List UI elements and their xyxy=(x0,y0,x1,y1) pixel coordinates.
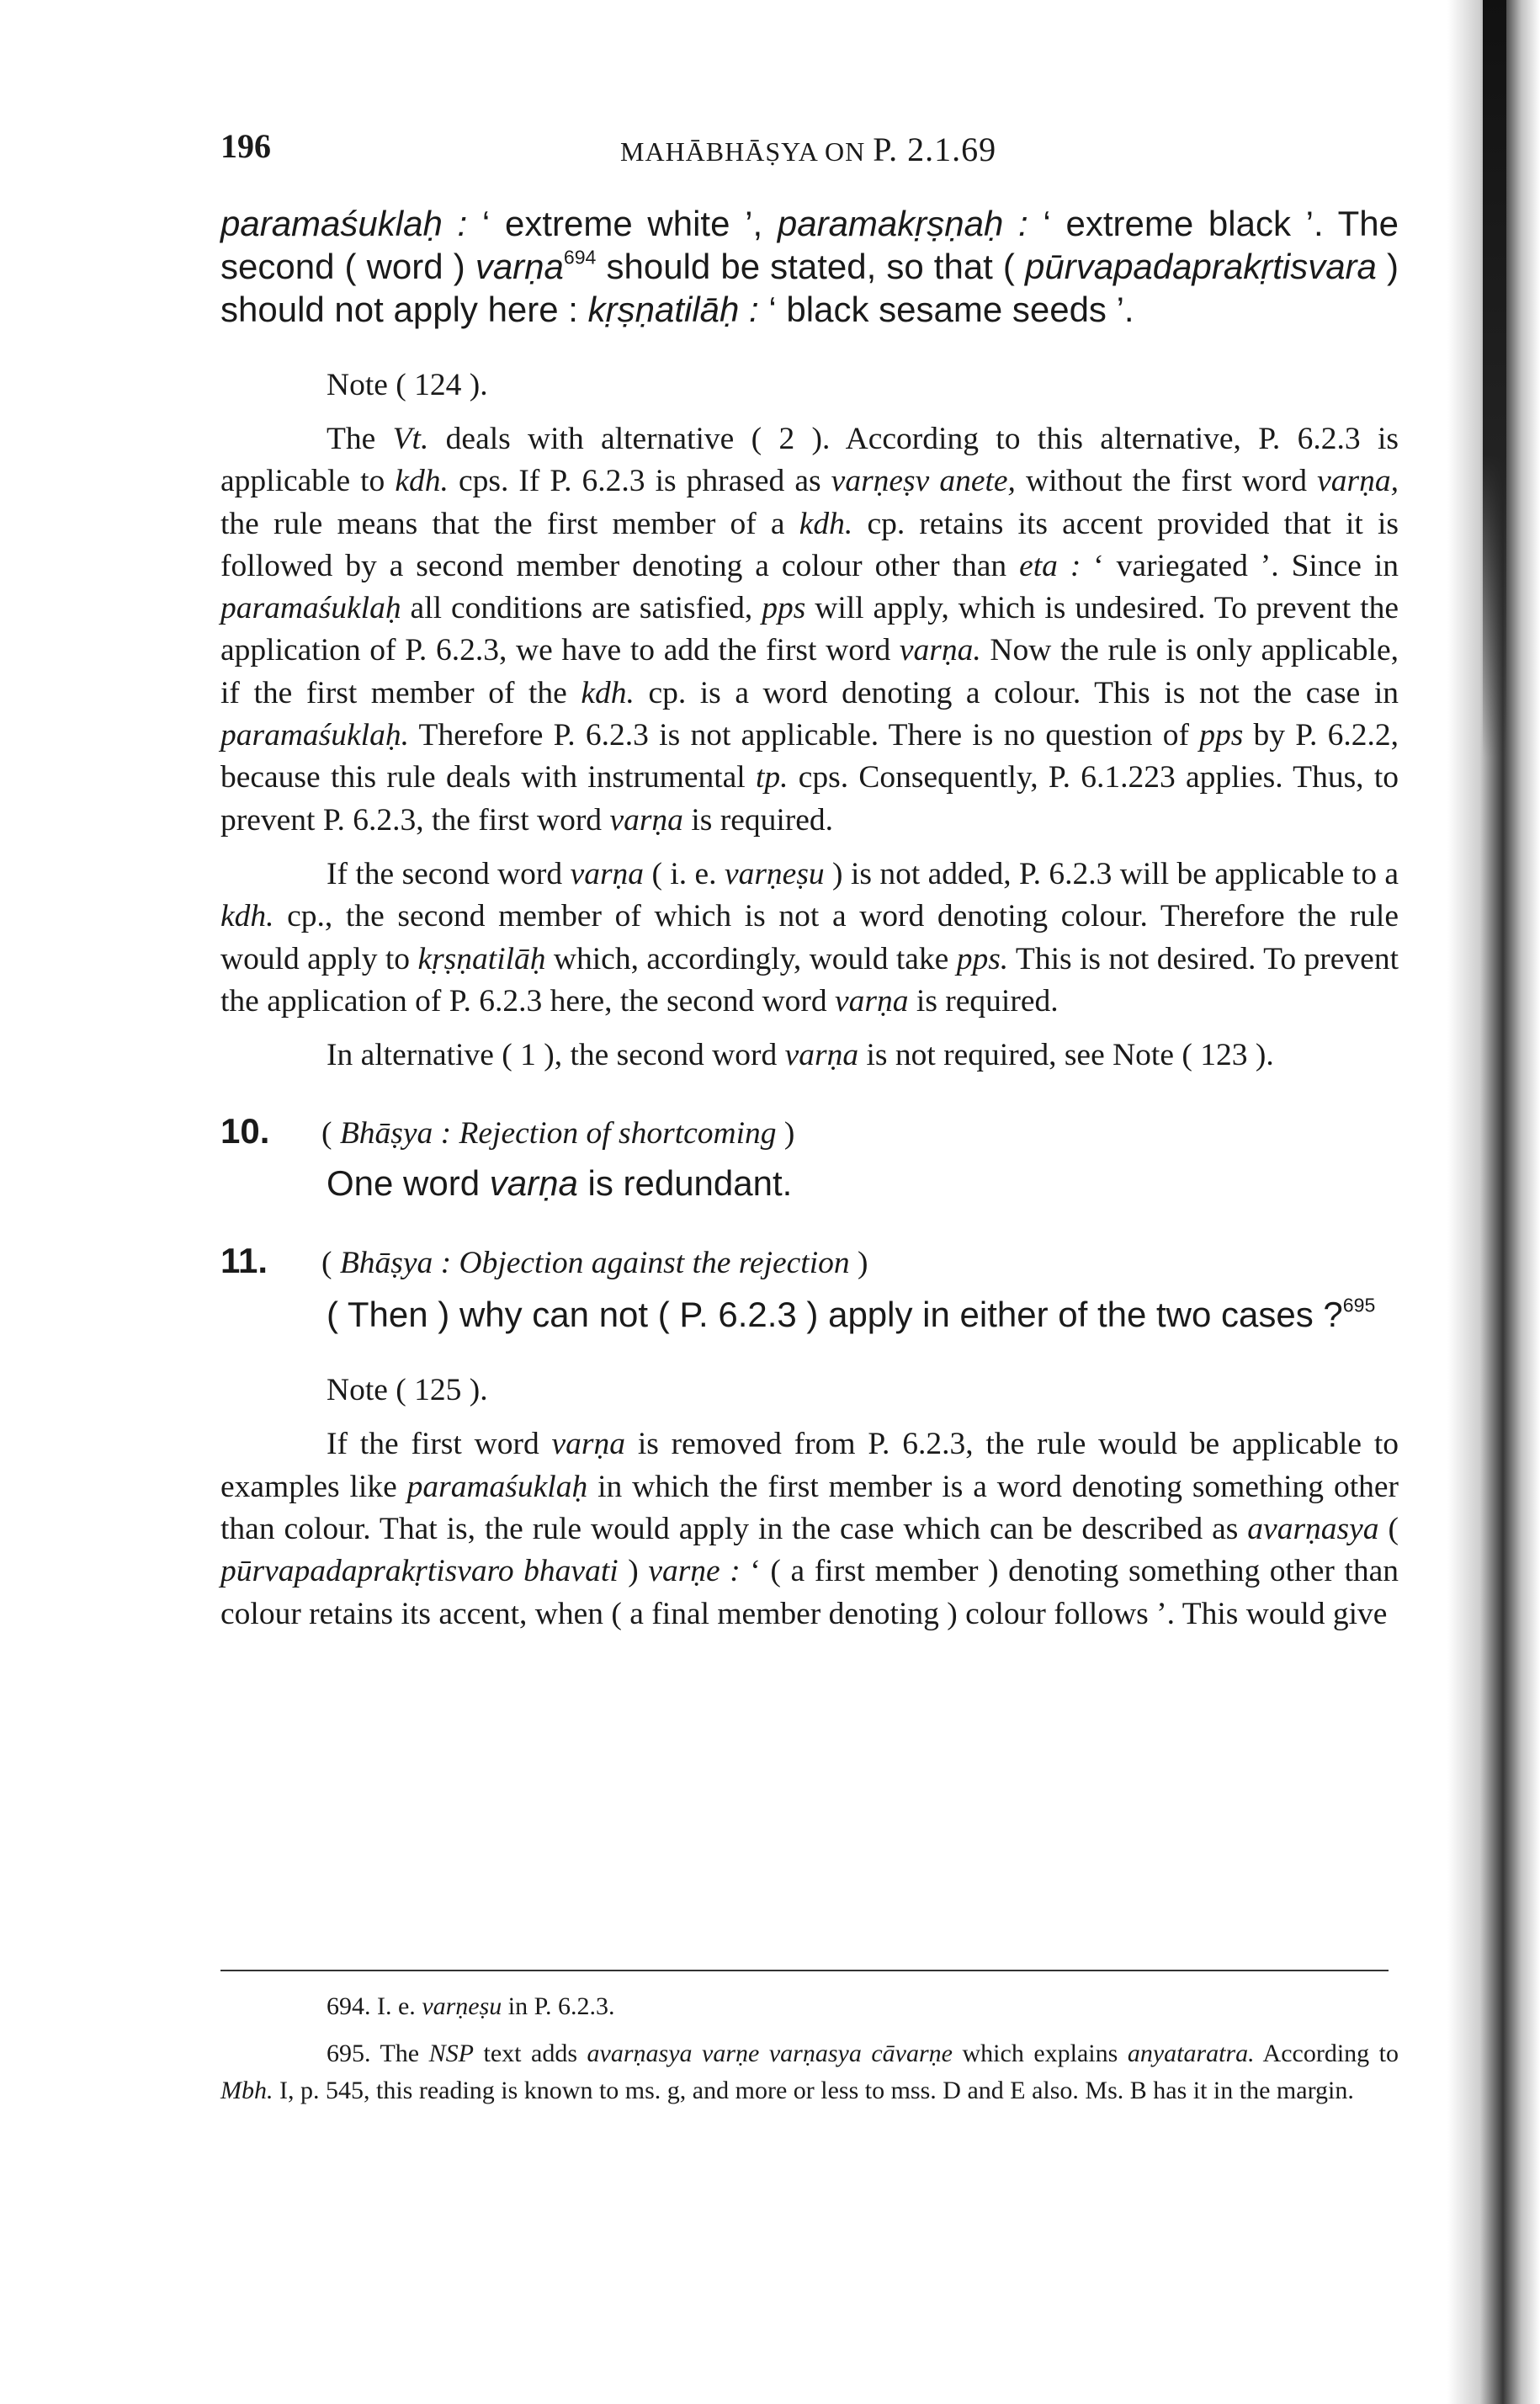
section-11-text: ( Then ) why can not ( P. 6.2.3 ) apply in either of the two cases ?$^{695}$ xyxy=(327,1295,1376,1335)
paragraph-translation-1: paramaśuklaḥ : ‘ extreme white ’, paramakṛṣṇaḥ : ‘ extreme black ’. The second ( word ) varṇa$^{694}$ should be stated, so that ( pūrvapadaprakṛtisvara ) should not apply here : kṛṣṇatilāḥ : ‘ black sesame seeds ’. xyxy=(220,204,1399,329)
footnote-ref-695: 695 xyxy=(1342,1295,1376,1317)
page-header xyxy=(220,126,1399,177)
paragraph-note-124-c: In alternative ( 1 ), the second word varṇa is not required, see Note ( 123 ). xyxy=(327,1038,1274,1073)
paragraph-note-124-a: The Vt. deals with alternative ( 2 ). According to this alternative, P. 6.2.3 is applicable to kdh. cps. If P. 6.2.3 is phrased as varṇeṣv anete, without the first word varṇa, the rule means that the first member of a kdh. cp. retains its accent provided that it is followed by a second member denoting a colour other than eta : ‘ variegated ’. Since in paramaśuklaḥ all conditions are satisfied, pps will apply, which is undesired. To prevent the application of P. 6.2.3, we have to add the first word varṇa. Now the rule is only applicable, if the first member of the kdh. cp. is a word denoting a colour. This is not the case in paramaśuklaḥ. Therefore P. 6.2.3 is not applicable. There is no question of pps by P. 6.2.2, because this rule deals with instrumental tp. cps. Consequently, P. 6.1.223 applies. Thus, to prevent P. 6.2.3, the first word varṇa is required. xyxy=(220,422,1399,838)
rule-reference: P. 2.1.69 xyxy=(873,130,997,168)
paragraph-note-125: If the first word varṇa is removed from P. 6.2.3, the rule would be applicable to examples like paramaśuklaḥ in which the first member is a word denoting something other than colour. That is, the rule would apply in the case which can be described as avarṇasya ( pūrvapadaprakṛtisvaro bhavati ) varṇe : ‘ ( a first member ) denoting something other than colour retains its accent, when ( a final member denoting ) colour follows ’. This would give xyxy=(220,1427,1399,1631)
footnote-ref-694: 694 xyxy=(563,246,597,269)
footnotes xyxy=(220,1988,1399,2109)
footnote-694: 694. I. e. varṇeṣu in P. 6.2.3. xyxy=(327,1992,615,2020)
note-heading-124: Note ( 124 ). xyxy=(327,368,488,402)
section-number-10: 10. xyxy=(220,1111,270,1151)
paragraph-note-124-b: If the second word varṇa ( i. e. varṇeṣu ) is not added, P. 6.2.3 will be applicable to a kdh. cp., the second member of which is not a word denoting colour. Therefore the rule would apply to kṛṣṇatilāḥ which, accordingly, would take pps. This is not desired. To prevent the application of P. 6.2.3 here, the second word varṇa is required. xyxy=(220,856,1399,1019)
section-11-heading: 11. ( Bhāṣya : Objection against the rejection ) xyxy=(220,1241,868,1281)
section-number-11: 11. xyxy=(220,1241,268,1281)
section-10-text: One word varṇa is redundant. xyxy=(327,1163,793,1204)
page-binding-dark-strip xyxy=(1483,0,1506,758)
footnote-695: 695. The NSP text adds avarṇasya varṇe varṇasya cāvarṇe which explains anyataratra. According to Mbh. I, p. 545, this reading is known to ms. g, and more or less to mss. D and E also. Ms. B has it in the margin. xyxy=(220,2040,1399,2104)
running-head xyxy=(620,130,996,169)
main-text xyxy=(220,202,1399,1635)
section-10-heading: 10. ( Bhāṣya : Rejection of shortcoming ) xyxy=(220,1111,795,1151)
note-heading-125: Note ( 125 ). xyxy=(327,1373,488,1408)
page-number: 196 xyxy=(220,127,271,165)
footnote-separator xyxy=(220,1970,1389,1971)
running-title: MAHĀBHĀṢYA ON xyxy=(620,136,866,167)
